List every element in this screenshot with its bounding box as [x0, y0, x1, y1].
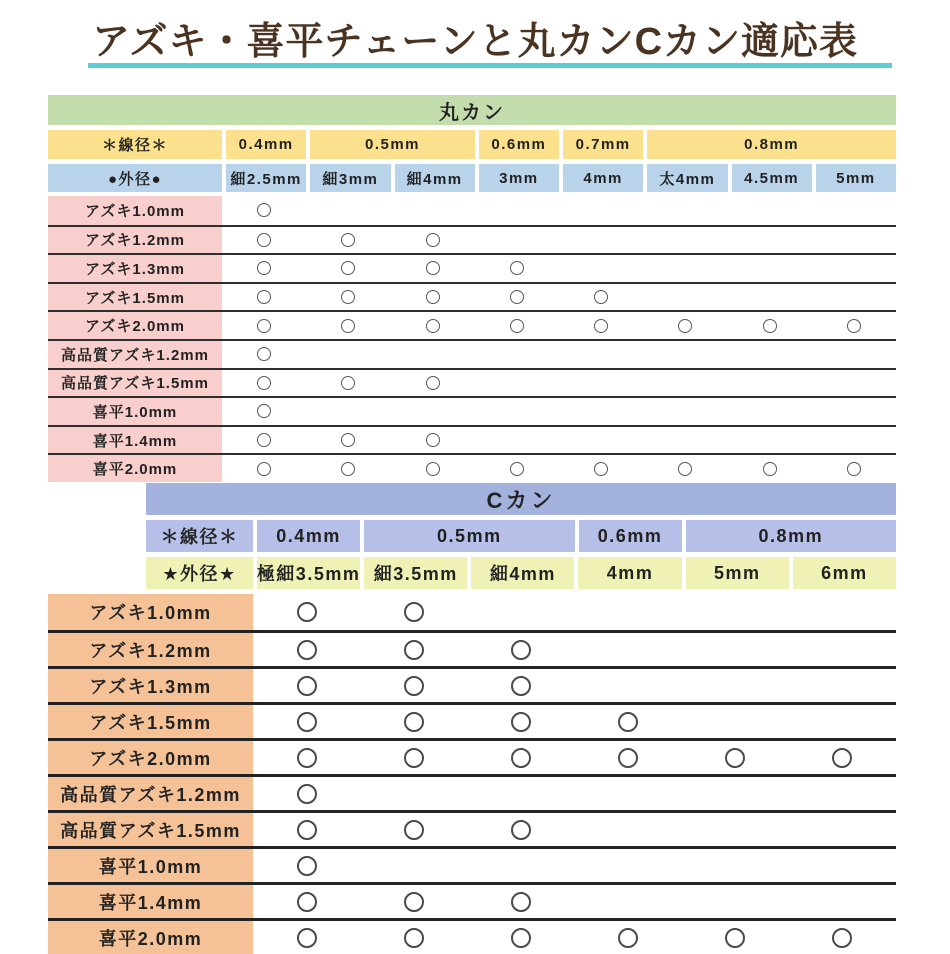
mark-cell: [253, 921, 360, 954]
mark-cell: [391, 370, 475, 397]
mark-cell: [475, 196, 559, 225]
mark-cell: [391, 312, 475, 339]
outer-diameter-value: 4mm: [574, 557, 681, 589]
wire-diameter-value: 0.8mm: [643, 130, 896, 159]
mark-cell: [360, 594, 467, 630]
compat-circle-mark: [426, 261, 440, 275]
table-row: [48, 702, 896, 738]
compat-circle-mark: [257, 290, 271, 304]
mark-cell: [789, 885, 896, 918]
mark-cell: [812, 341, 896, 368]
compat-circle-mark: [847, 462, 861, 476]
mark-cell: [306, 398, 390, 425]
compat-circle-mark: [763, 319, 777, 333]
mark-cell: [643, 398, 727, 425]
compat-circle-mark: [426, 433, 440, 447]
mark-cell: [475, 370, 559, 397]
compat-circle-mark: [341, 233, 355, 247]
compat-circle-mark: [341, 433, 355, 447]
compat-circle-mark: [594, 290, 608, 304]
row-label: アズキ1.3mm: [48, 669, 253, 702]
row-label: 喜平2.0mm: [48, 455, 222, 482]
mark-cell: [728, 312, 812, 339]
mark-cell: [643, 455, 727, 482]
outer-diameter-value: 細4mm: [467, 557, 574, 589]
table-row: [48, 282, 896, 311]
mark-cell: [812, 255, 896, 282]
compat-circle-mark: [404, 820, 424, 840]
wire-diameter-row: [48, 130, 896, 159]
compat-circle-mark: [763, 462, 777, 476]
mark-cell: [789, 705, 896, 738]
mark-cell: [643, 255, 727, 282]
mark-cell: [360, 669, 467, 702]
mark-cell: [682, 705, 789, 738]
compat-circle-mark: [404, 712, 424, 732]
mark-cell: [222, 398, 306, 425]
mark-cell: [467, 885, 574, 918]
mark-cell: [467, 633, 574, 666]
compat-circle-mark: [297, 748, 317, 768]
mark-cell: [360, 813, 467, 846]
table-row: [48, 594, 896, 630]
mark-cell: [574, 777, 681, 810]
outer-diameter-value: 細3.5mm: [360, 557, 467, 589]
mark-cell: [253, 885, 360, 918]
mark-cell: [475, 227, 559, 254]
mark-cell: [222, 455, 306, 482]
mark-cell: [391, 455, 475, 482]
table-row: [48, 666, 896, 702]
mark-cell: [559, 255, 643, 282]
compat-circle-mark: [511, 928, 531, 948]
mark-cell: [812, 427, 896, 454]
table-row: [48, 774, 896, 810]
table-band-row: [48, 95, 896, 125]
compat-circle-mark: [297, 856, 317, 876]
row-label: 喜平1.4mm: [48, 885, 253, 918]
mark-cell: [789, 594, 896, 630]
mark-cell: [306, 284, 390, 311]
compat-circle-mark: [257, 462, 271, 476]
mark-cell: [574, 594, 681, 630]
compat-circle-mark: [618, 928, 638, 948]
compat-circle-mark: [297, 928, 317, 948]
row-label: アズキ1.0mm: [48, 196, 222, 225]
compat-circle-mark: [678, 319, 692, 333]
table-row: [48, 253, 896, 282]
mark-cell: [360, 885, 467, 918]
mark-cell: [467, 741, 574, 774]
compat-circle-mark: [426, 233, 440, 247]
mark-cell: [467, 921, 574, 954]
row-label: アズキ1.5mm: [48, 284, 222, 311]
mark-cell: [391, 341, 475, 368]
compat-circle-mark: [618, 748, 638, 768]
mark-cell: [559, 455, 643, 482]
mark-cell: [391, 427, 475, 454]
mark-cell: [306, 427, 390, 454]
mark-cell: [812, 227, 896, 254]
compat-circle-mark: [257, 376, 271, 390]
compat-circle-mark: [847, 319, 861, 333]
mark-cell: [222, 341, 306, 368]
mark-cell: [682, 849, 789, 882]
table-title: 丸カン: [48, 95, 896, 125]
mark-cell: [643, 312, 727, 339]
table-row: [48, 738, 896, 774]
mark-cell: [812, 284, 896, 311]
mark-cell: [728, 196, 812, 225]
mark-cell: [253, 741, 360, 774]
mark-cell: [559, 427, 643, 454]
mark-cell: [682, 633, 789, 666]
mark-cell: [467, 813, 574, 846]
mark-cell: [574, 885, 681, 918]
outer-diameter-value: 太4mm: [643, 164, 727, 192]
header-spacer: [48, 520, 146, 552]
mark-cell: [306, 255, 390, 282]
compat-circle-mark: [341, 290, 355, 304]
mark-cell: [391, 227, 475, 254]
mark-cell: [391, 398, 475, 425]
mark-cell: [789, 849, 896, 882]
outer-diameter-value: 3mm: [475, 164, 559, 192]
mark-cell: [222, 196, 306, 225]
compat-circle-mark: [511, 892, 531, 912]
compat-circle-mark: [618, 712, 638, 732]
mark-cell: [475, 455, 559, 482]
compat-circle-mark: [297, 784, 317, 804]
mark-cell: [467, 594, 574, 630]
wire-diameter-value: 0.8mm: [682, 520, 896, 552]
row-label: アズキ2.0mm: [48, 312, 222, 339]
outer-diameter-row: [48, 557, 896, 589]
mark-cell: [682, 813, 789, 846]
mark-cell: [643, 370, 727, 397]
mark-cell: [360, 921, 467, 954]
compat-circle-mark: [511, 712, 531, 732]
row-label: アズキ1.2mm: [48, 633, 253, 666]
mark-cell: [574, 633, 681, 666]
mark-cell: [306, 227, 390, 254]
compat-circle-mark: [404, 640, 424, 660]
compat-circle-mark: [725, 748, 745, 768]
mark-cell: [728, 427, 812, 454]
row-label: 高品質アズキ1.5mm: [48, 813, 253, 846]
mark-cell: [360, 705, 467, 738]
compat-circle-mark: [257, 404, 271, 418]
mark-cell: [253, 633, 360, 666]
mark-cell: [222, 255, 306, 282]
table-band-row: [48, 483, 896, 515]
mark-cell: [222, 227, 306, 254]
mark-cell: [574, 849, 681, 882]
mark-cell: [812, 398, 896, 425]
compat-circle-mark: [257, 433, 271, 447]
mark-cell: [360, 777, 467, 810]
compat-circle-mark: [404, 892, 424, 912]
compat-circle-mark: [426, 290, 440, 304]
outer-diameter-value: 極細3.5mm: [253, 557, 360, 589]
table-row: [48, 810, 896, 846]
mark-cell: [682, 885, 789, 918]
mark-cell: [812, 370, 896, 397]
mark-cell: [643, 427, 727, 454]
compat-circle-mark: [510, 261, 524, 275]
header-spacer: [48, 557, 146, 589]
table-row: [48, 425, 896, 454]
compat-circle-mark: [510, 290, 524, 304]
wire-diameter-label: ＊線径＊: [48, 130, 222, 159]
mark-cell: [253, 813, 360, 846]
mark-cell: [559, 398, 643, 425]
row-label: 喜平1.0mm: [48, 398, 222, 425]
mark-cell: [475, 341, 559, 368]
title-underline: [88, 63, 892, 68]
wire-diameter-value: 0.6mm: [475, 130, 559, 159]
compat-circle-mark: [297, 640, 317, 660]
mark-cell: [789, 669, 896, 702]
compat-circle-mark: [594, 462, 608, 476]
table-row: [48, 196, 896, 225]
mark-cell: [222, 370, 306, 397]
compat-circle-mark: [404, 602, 424, 622]
mark-cell: [475, 284, 559, 311]
mark-cell: [789, 633, 896, 666]
wire-diameter-row: [48, 520, 896, 552]
mark-cell: [253, 777, 360, 810]
compat-circle-mark: [257, 203, 271, 217]
row-label: アズキ1.5mm: [48, 705, 253, 738]
mark-cell: [789, 921, 896, 954]
outer-diameter-value: 4.5mm: [728, 164, 812, 192]
row-label: アズキ2.0mm: [48, 741, 253, 774]
mark-cell: [682, 594, 789, 630]
mark-cell: [559, 284, 643, 311]
mark-cell: [643, 284, 727, 311]
row-label: 喜平2.0mm: [48, 921, 253, 954]
mark-cell: [306, 341, 390, 368]
row-label: アズキ1.0mm: [48, 594, 253, 630]
table-row: [48, 630, 896, 666]
compat-circle-mark: [832, 748, 852, 768]
compat-circle-mark: [297, 820, 317, 840]
mark-cell: [306, 196, 390, 225]
compat-circle-mark: [297, 602, 317, 622]
mark-cell: [559, 312, 643, 339]
mark-cell: [682, 921, 789, 954]
mark-cell: [222, 312, 306, 339]
compat-circle-mark: [594, 319, 608, 333]
table-row: [48, 453, 896, 482]
mark-cell: [789, 813, 896, 846]
mark-cell: [467, 849, 574, 882]
mark-cell: [253, 669, 360, 702]
mark-cell: [360, 633, 467, 666]
mark-cell: [467, 705, 574, 738]
outer-diameter-value: 細2.5mm: [222, 164, 306, 192]
compat-circle-mark: [297, 712, 317, 732]
mark-cell: [253, 594, 360, 630]
marukan-table: [48, 95, 896, 482]
table-row: [48, 918, 896, 954]
outer-diameter-value: 細4mm: [391, 164, 475, 192]
mark-cell: [467, 669, 574, 702]
mark-cell: [812, 196, 896, 225]
row-label: 高品質アズキ1.2mm: [48, 777, 253, 810]
row-label: 高品質アズキ1.2mm: [48, 341, 222, 368]
table-row: [48, 368, 896, 397]
mark-cell: [574, 813, 681, 846]
mark-cell: [360, 741, 467, 774]
compat-circle-mark: [341, 261, 355, 275]
wire-diameter-value: 0.6mm: [575, 520, 682, 552]
mark-cell: [728, 227, 812, 254]
mark-cell: [682, 669, 789, 702]
outer-diameter-row: [48, 164, 896, 192]
wire-diameter-value: 0.4mm: [253, 520, 360, 552]
compat-circle-mark: [426, 462, 440, 476]
mark-cell: [574, 705, 681, 738]
compat-circle-mark: [510, 462, 524, 476]
table-title: Cカン: [146, 483, 896, 515]
mark-cell: [643, 227, 727, 254]
mark-cell: [574, 921, 681, 954]
table-row: [48, 339, 896, 368]
mark-cell: [728, 284, 812, 311]
wire-diameter-value: 0.7mm: [559, 130, 643, 159]
mark-cell: [789, 741, 896, 774]
compat-circle-mark: [832, 928, 852, 948]
mark-cell: [682, 741, 789, 774]
wire-diameter-value: 0.5mm: [306, 130, 475, 159]
mark-cell: [574, 741, 681, 774]
outer-diameter-value: 6mm: [789, 557, 896, 589]
compat-circle-mark: [257, 347, 271, 361]
outer-diameter-value: 5mm: [812, 164, 896, 192]
compat-circle-mark: [426, 319, 440, 333]
page-title: アズキ・喜平チェーンと丸カンCカン適応表: [91, 21, 859, 63]
mark-cell: [728, 341, 812, 368]
row-label: 喜平1.4mm: [48, 427, 222, 454]
compat-circle-mark: [725, 928, 745, 948]
mark-cell: [728, 455, 812, 482]
mark-cell: [253, 849, 360, 882]
mark-cell: [475, 398, 559, 425]
mark-cell: [391, 284, 475, 311]
mark-cell: [559, 370, 643, 397]
table-row: [48, 396, 896, 425]
mark-cell: [306, 312, 390, 339]
mark-cell: [360, 849, 467, 882]
outer-diameter-label: ●外径●: [48, 164, 222, 192]
mark-cell: [391, 255, 475, 282]
outer-diameter-value: 5mm: [682, 557, 789, 589]
wire-diameter-value: 0.5mm: [360, 520, 574, 552]
compat-circle-mark: [404, 676, 424, 696]
mark-cell: [391, 196, 475, 225]
compat-circle-mark: [257, 233, 271, 247]
mark-cell: [574, 669, 681, 702]
compat-circle-mark: [511, 640, 531, 660]
outer-diameter-value: 細3mm: [306, 164, 390, 192]
compat-circle-mark: [404, 748, 424, 768]
mark-cell: [475, 427, 559, 454]
row-label: 喜平1.0mm: [48, 849, 253, 882]
mark-cell: [682, 777, 789, 810]
mark-cell: [789, 777, 896, 810]
table-row: [48, 882, 896, 918]
row-label: 高品質アズキ1.5mm: [48, 370, 222, 397]
mark-cell: [559, 341, 643, 368]
compat-circle-mark: [426, 376, 440, 390]
compat-circle-mark: [341, 319, 355, 333]
mark-cell: [643, 196, 727, 225]
compat-circle-mark: [511, 748, 531, 768]
compat-circle-mark: [257, 319, 271, 333]
wire-diameter-label: ＊線径＊: [146, 520, 253, 552]
wire-diameter-value: 0.4mm: [222, 130, 306, 159]
mark-cell: [222, 284, 306, 311]
compat-circle-mark: [257, 261, 271, 275]
mark-cell: [306, 370, 390, 397]
compat-circle-mark: [404, 928, 424, 948]
table-row: [48, 225, 896, 254]
compat-circle-mark: [297, 676, 317, 696]
row-label: アズキ1.2mm: [48, 227, 222, 254]
row-label: アズキ1.3mm: [48, 255, 222, 282]
mark-cell: [475, 255, 559, 282]
compat-circle-mark: [511, 676, 531, 696]
table-row: [48, 846, 896, 882]
compat-circle-mark: [341, 376, 355, 390]
mark-cell: [812, 312, 896, 339]
mark-cell: [222, 427, 306, 454]
mark-cell: [475, 312, 559, 339]
compat-circle-mark: [297, 892, 317, 912]
mark-cell: [559, 227, 643, 254]
outer-diameter-value: 4mm: [559, 164, 643, 192]
mark-cell: [728, 370, 812, 397]
compat-circle-mark: [510, 319, 524, 333]
compat-circle-mark: [341, 462, 355, 476]
compat-circle-mark: [511, 820, 531, 840]
mark-cell: [306, 455, 390, 482]
mark-cell: [728, 398, 812, 425]
outer-diameter-label: ★外径★: [146, 557, 253, 589]
compat-circle-mark: [678, 462, 692, 476]
mark-cell: [643, 341, 727, 368]
mark-cell: [559, 196, 643, 225]
table-row: [48, 310, 896, 339]
mark-cell: [812, 455, 896, 482]
mark-cell: [467, 777, 574, 810]
mark-cell: [253, 705, 360, 738]
mark-cell: [728, 255, 812, 282]
ckan-table: [48, 483, 896, 954]
